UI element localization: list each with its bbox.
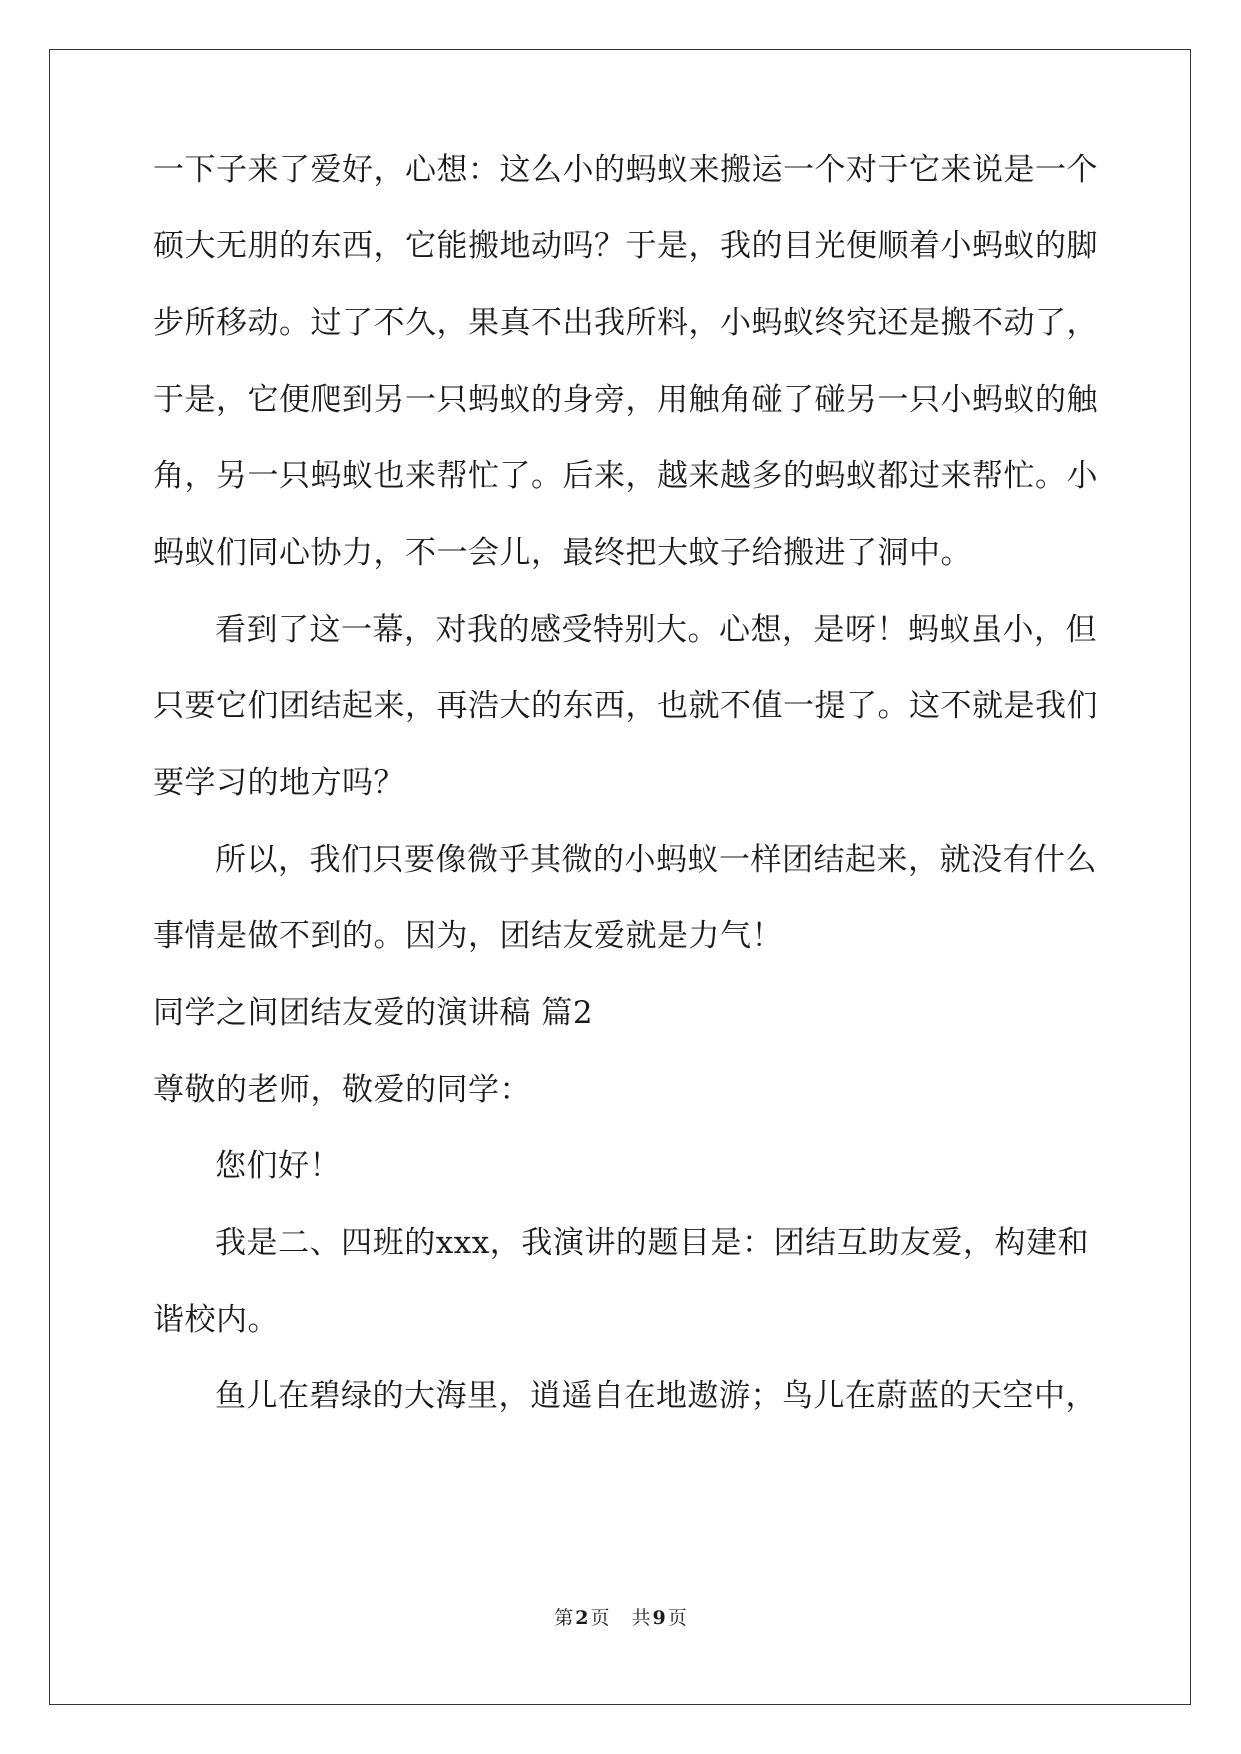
- paragraph-line: 鱼儿在碧绿的大海里，逍遥自在地遨游；鸟儿在蔚蓝的天空中，: [215, 1378, 1097, 1414]
- section-heading: 同学之间团结友爱的演讲稿 篇2: [153, 995, 594, 1031]
- paragraph-line: 要学习的地方吗？: [153, 765, 405, 801]
- paragraph-line: 一下子来了爱好，心想：这么小的蚂蚁来搬运一个对于它来说是一个: [153, 152, 1098, 188]
- paragraph-line: 于是，它便爬到另一只蚂蚁的身旁，用触角碰了碰另一只小蚂蚁的触: [153, 382, 1098, 418]
- footer-page-suffix: 页: [590, 1607, 610, 1629]
- paragraph-line: 只要它们团结起来，再浩大的东西，也就不值一提了。这不就是我们: [153, 688, 1098, 724]
- current-page-number: 2: [575, 1607, 589, 1629]
- footer-total-prefix: 共: [631, 1607, 651, 1629]
- paragraph-line: 谐校内。: [153, 1302, 279, 1338]
- paragraph-line: 所以，我们只要像微乎其微的小蚂蚁一样团结起来，就没有什么: [215, 842, 1097, 878]
- footer-prefix: 第: [554, 1607, 574, 1629]
- paragraph-line: 硕大无朋的东西，它能搬地动吗？于是，我的目光便顺着小蚂蚁的脚: [153, 228, 1098, 264]
- total-page-number: 9: [652, 1607, 666, 1629]
- paragraph-line: 角，另一只蚂蚁也来帮忙了。后来，越来越多的蚂蚁都过来帮忙。小: [153, 458, 1098, 494]
- salutation: 尊敬的老师，敬爱的同学：: [153, 1072, 531, 1108]
- footer-total-suffix: 页: [667, 1607, 687, 1629]
- paragraph-line: 我是二、四班的xxx，我演讲的题目是：团结互助友爱，构建和: [215, 1225, 1089, 1261]
- paragraph-line: 看到了这一幕，对我的感受特别大。心想，是呀！蚂蚁虽小，但: [215, 612, 1097, 648]
- paragraph-line: 步所移动。过了不久，果真不出我所料，小蚂蚁终究还是搬不动了，: [153, 305, 1098, 341]
- paragraph-line: 事情是做不到的。因为，团结友爱就是力气！: [153, 918, 783, 954]
- greeting: 您们好！: [215, 1148, 341, 1184]
- page-footer: [0, 1606, 1241, 1630]
- paragraph-line: 蚂蚁们同心协力，不一会儿，最终把大蚊子给搬进了洞中。: [153, 535, 972, 571]
